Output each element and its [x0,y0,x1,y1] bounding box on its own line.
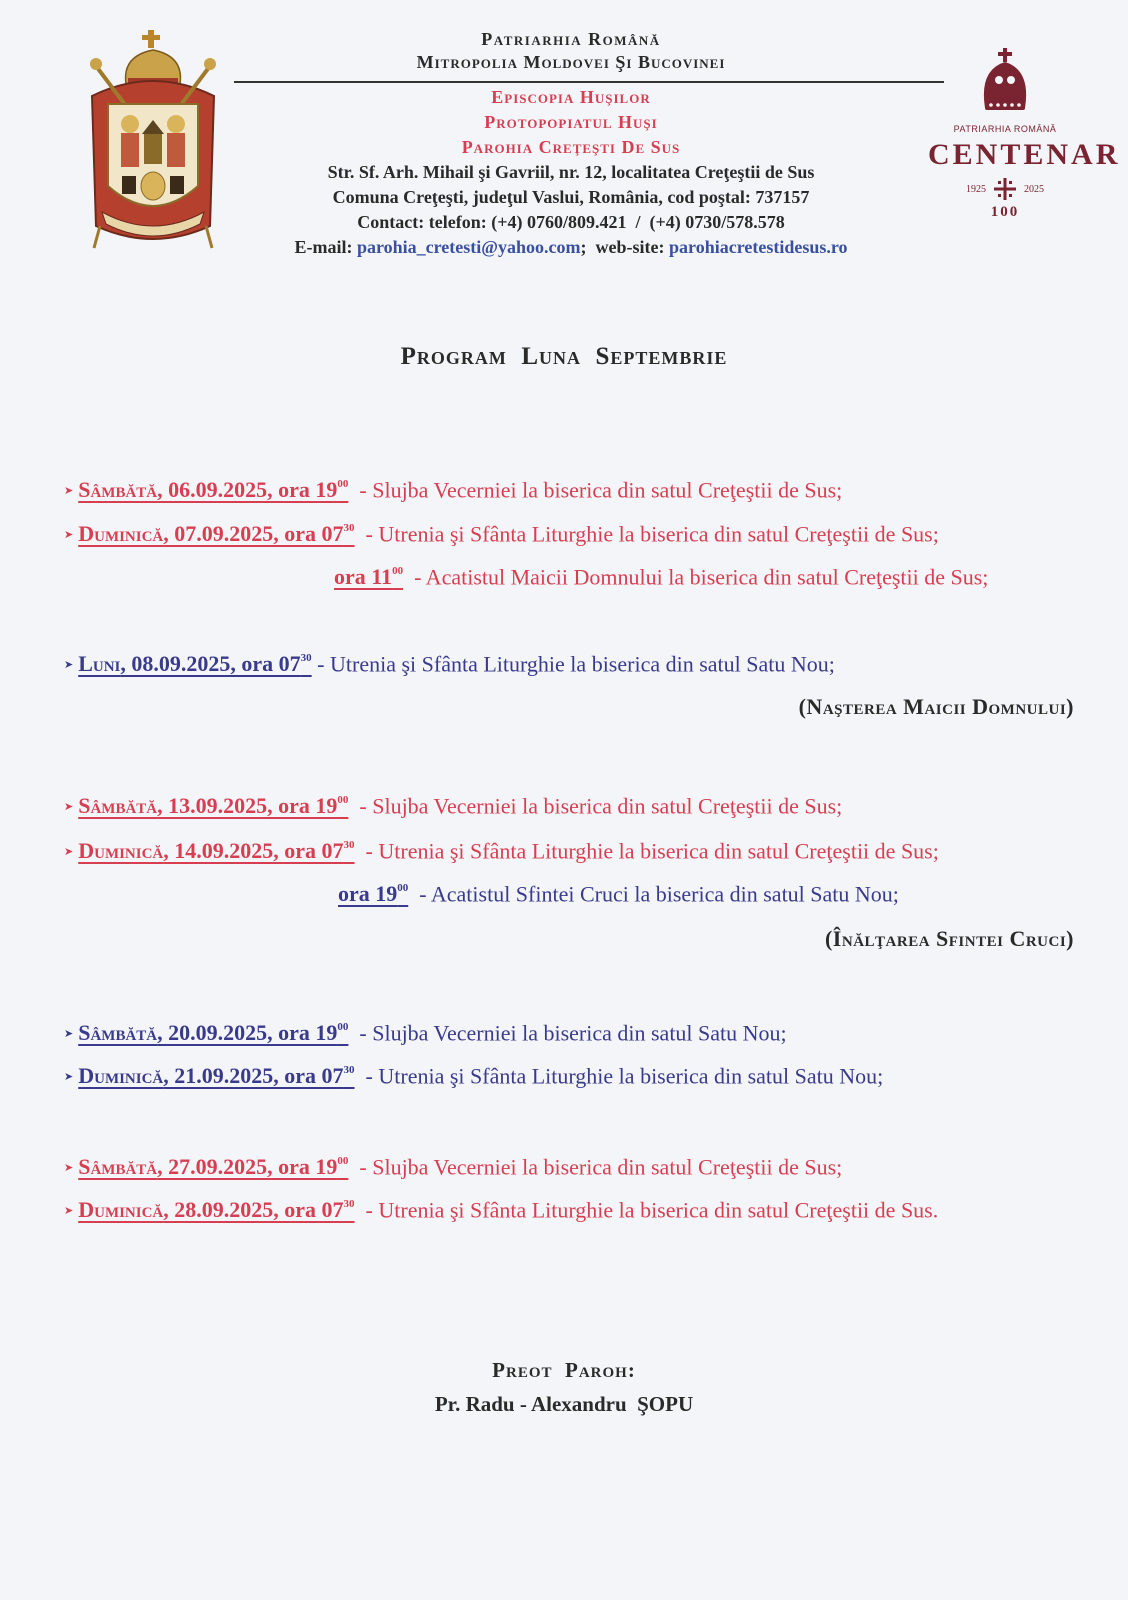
feast-label: (Naşterea Maicii Domnului) [798,694,1074,719]
schedule-description: - Slujba Vecerniei la biserica din satul Satu Nou; [348,1020,787,1046]
schedule-row [64,515,939,553]
centenar-year-end: 2025 [1024,183,1044,195]
schedule-description: - Utrenia şi Sfânta Liturghie la biserica din satul Satu Nou; [311,651,835,677]
signature-role: Preot Paroh: [492,1358,636,1382]
arrow-icon: ➤ [64,1204,74,1218]
schedule-date: Duminică, 21.09.2025, ora $07^{30}$ [78,1063,355,1089]
schedule-row [64,645,835,683]
centenar-logo [928,48,1121,258]
schedule-description: - Slujba Vecerniei la biserica din satul Creţeştii de Sus; [348,793,843,819]
website-link[interactable]: parohiacretestidesus.ro [669,237,848,257]
schedule-date: Duminică, 28.09.2025, ora $07^{30}$ [78,1197,355,1223]
header-deanery: Protopopiatul Huşi [484,112,658,132]
schedule-date: Sâmbătă, 13.09.2025, ora $19^{00}$ [78,793,349,819]
header-address-commune: Comuna Creţeşti, judeţul Vaslui, România, cod poştal: 737157 [332,187,810,207]
arrow-icon: ➤ [64,484,74,498]
schedule-date: Sâmbătă, 27.09.2025, ora $19^{00}$ [78,1154,349,1180]
crown-icon [977,48,1033,120]
schedule-description: - Utrenia şi Sfânta Liturghie la biserica din satul Creţeştii de Sus; [354,838,939,864]
schedule-row [64,471,842,509]
schedule-date: Sâmbătă, 20.09.2025, ora $19^{00}$ [78,1020,349,1046]
schedule-date: Duminică, 07.09.2025, ora $07^{30}$ [78,521,355,547]
schedule-row [334,558,988,592]
arrow-icon: ➤ [64,1161,74,1175]
header-email-line: E-mail: parohia_cretesti@yahoo.com; web-site: parohiacretestidesus.ro [294,237,848,257]
header-metropolis: Mitropolia Moldovei Şi Bucovinei [416,52,726,72]
schedule-row [338,875,899,909]
schedule-date: Duminică, 14.09.2025, ora $07^{30}$ [78,838,355,864]
schedule-date: Luni, 08.09.2025, ora $07^{30}$ [78,651,312,677]
schedule-description: - Utrenia şi Sfânta Liturghie la biserica din satul Creţeştii de Sus. [354,1197,939,1223]
arrow-icon: ➤ [64,845,74,859]
centenar-year-start: 1925 [966,183,986,195]
schedule-row [64,1057,883,1095]
schedule-description: - Utrenia şi Sfânta Liturghie la biserica din satul Creţeştii de Sus; [354,521,939,547]
header-contact: Contact: telefon: (+4) 0760/809.421 / (+4) 0730/578.578 [357,212,785,232]
coat-of-arms-icon [82,26,224,252]
email-label: E-mail: [294,237,353,257]
centenar-title: CENTENAR [928,138,1121,171]
email-link[interactable]: parohia_cretesti@yahoo.com [356,237,581,257]
schedule-date: ora $19^{00}$ [338,881,409,907]
header-episcopate: Episcopia Huşilor [491,87,651,107]
header-parish: Parohia Creţeşti De Sus [461,137,681,157]
header-address-street: Str. Sf. Arh. Mihail şi Gavriil, nr. 12, localitatea Creţeştii de Sus [327,162,815,182]
schedule-description: - Acatistul Sfintei Cruci la biserica din satul Satu Nou; [408,881,899,907]
arrow-icon: ➤ [64,800,74,814]
schedule-description: - Slujba Vecerniei la biserica din satul Creţeştii de Sus; [348,1154,843,1180]
schedule-row [64,1148,842,1186]
schedule-row [64,832,939,870]
schedule-row [64,1191,938,1229]
schedule-row [64,787,842,825]
schedule-date: ora $11^{00}$ [334,564,404,590]
centenar-years [928,178,1082,200]
schedule-description: - Acatistul Maicii Domnului la biserica din satul Creţeştii de Sus; [403,564,989,590]
feast-label: (Înălţarea Sfintei Cruci) [824,926,1074,951]
schedule-description: - Slujba Vecerniei la biserica din satul Creţeştii de Sus; [348,477,843,503]
arrow-icon: ➤ [64,528,74,542]
centenar-hundred: 100 [990,204,1020,220]
page-title: Program Luna Septembrie [400,343,728,370]
cross-icon [994,178,1016,200]
schedule-row [64,1014,787,1052]
centenar-subtitle: PATRIARHIA ROMÂNĂ [953,124,1057,134]
arrow-icon: ➤ [64,1070,74,1084]
website-label: web-site: [595,237,665,257]
schedule-description: - Utrenia şi Sfânta Liturghie la biserica din satul Satu Nou; [354,1063,884,1089]
arrow-icon: ➤ [64,1027,74,1041]
header-divider [234,81,944,83]
header-patriarchate: Patriarhia Română [481,29,661,49]
schedule-date: Sâmbătă, 06.09.2025, ora $19^{00}$ [78,477,349,503]
signature-name: Pr. Radu - Alexandru ŞOPU [434,1392,694,1416]
arrow-icon: ➤ [64,658,74,672]
